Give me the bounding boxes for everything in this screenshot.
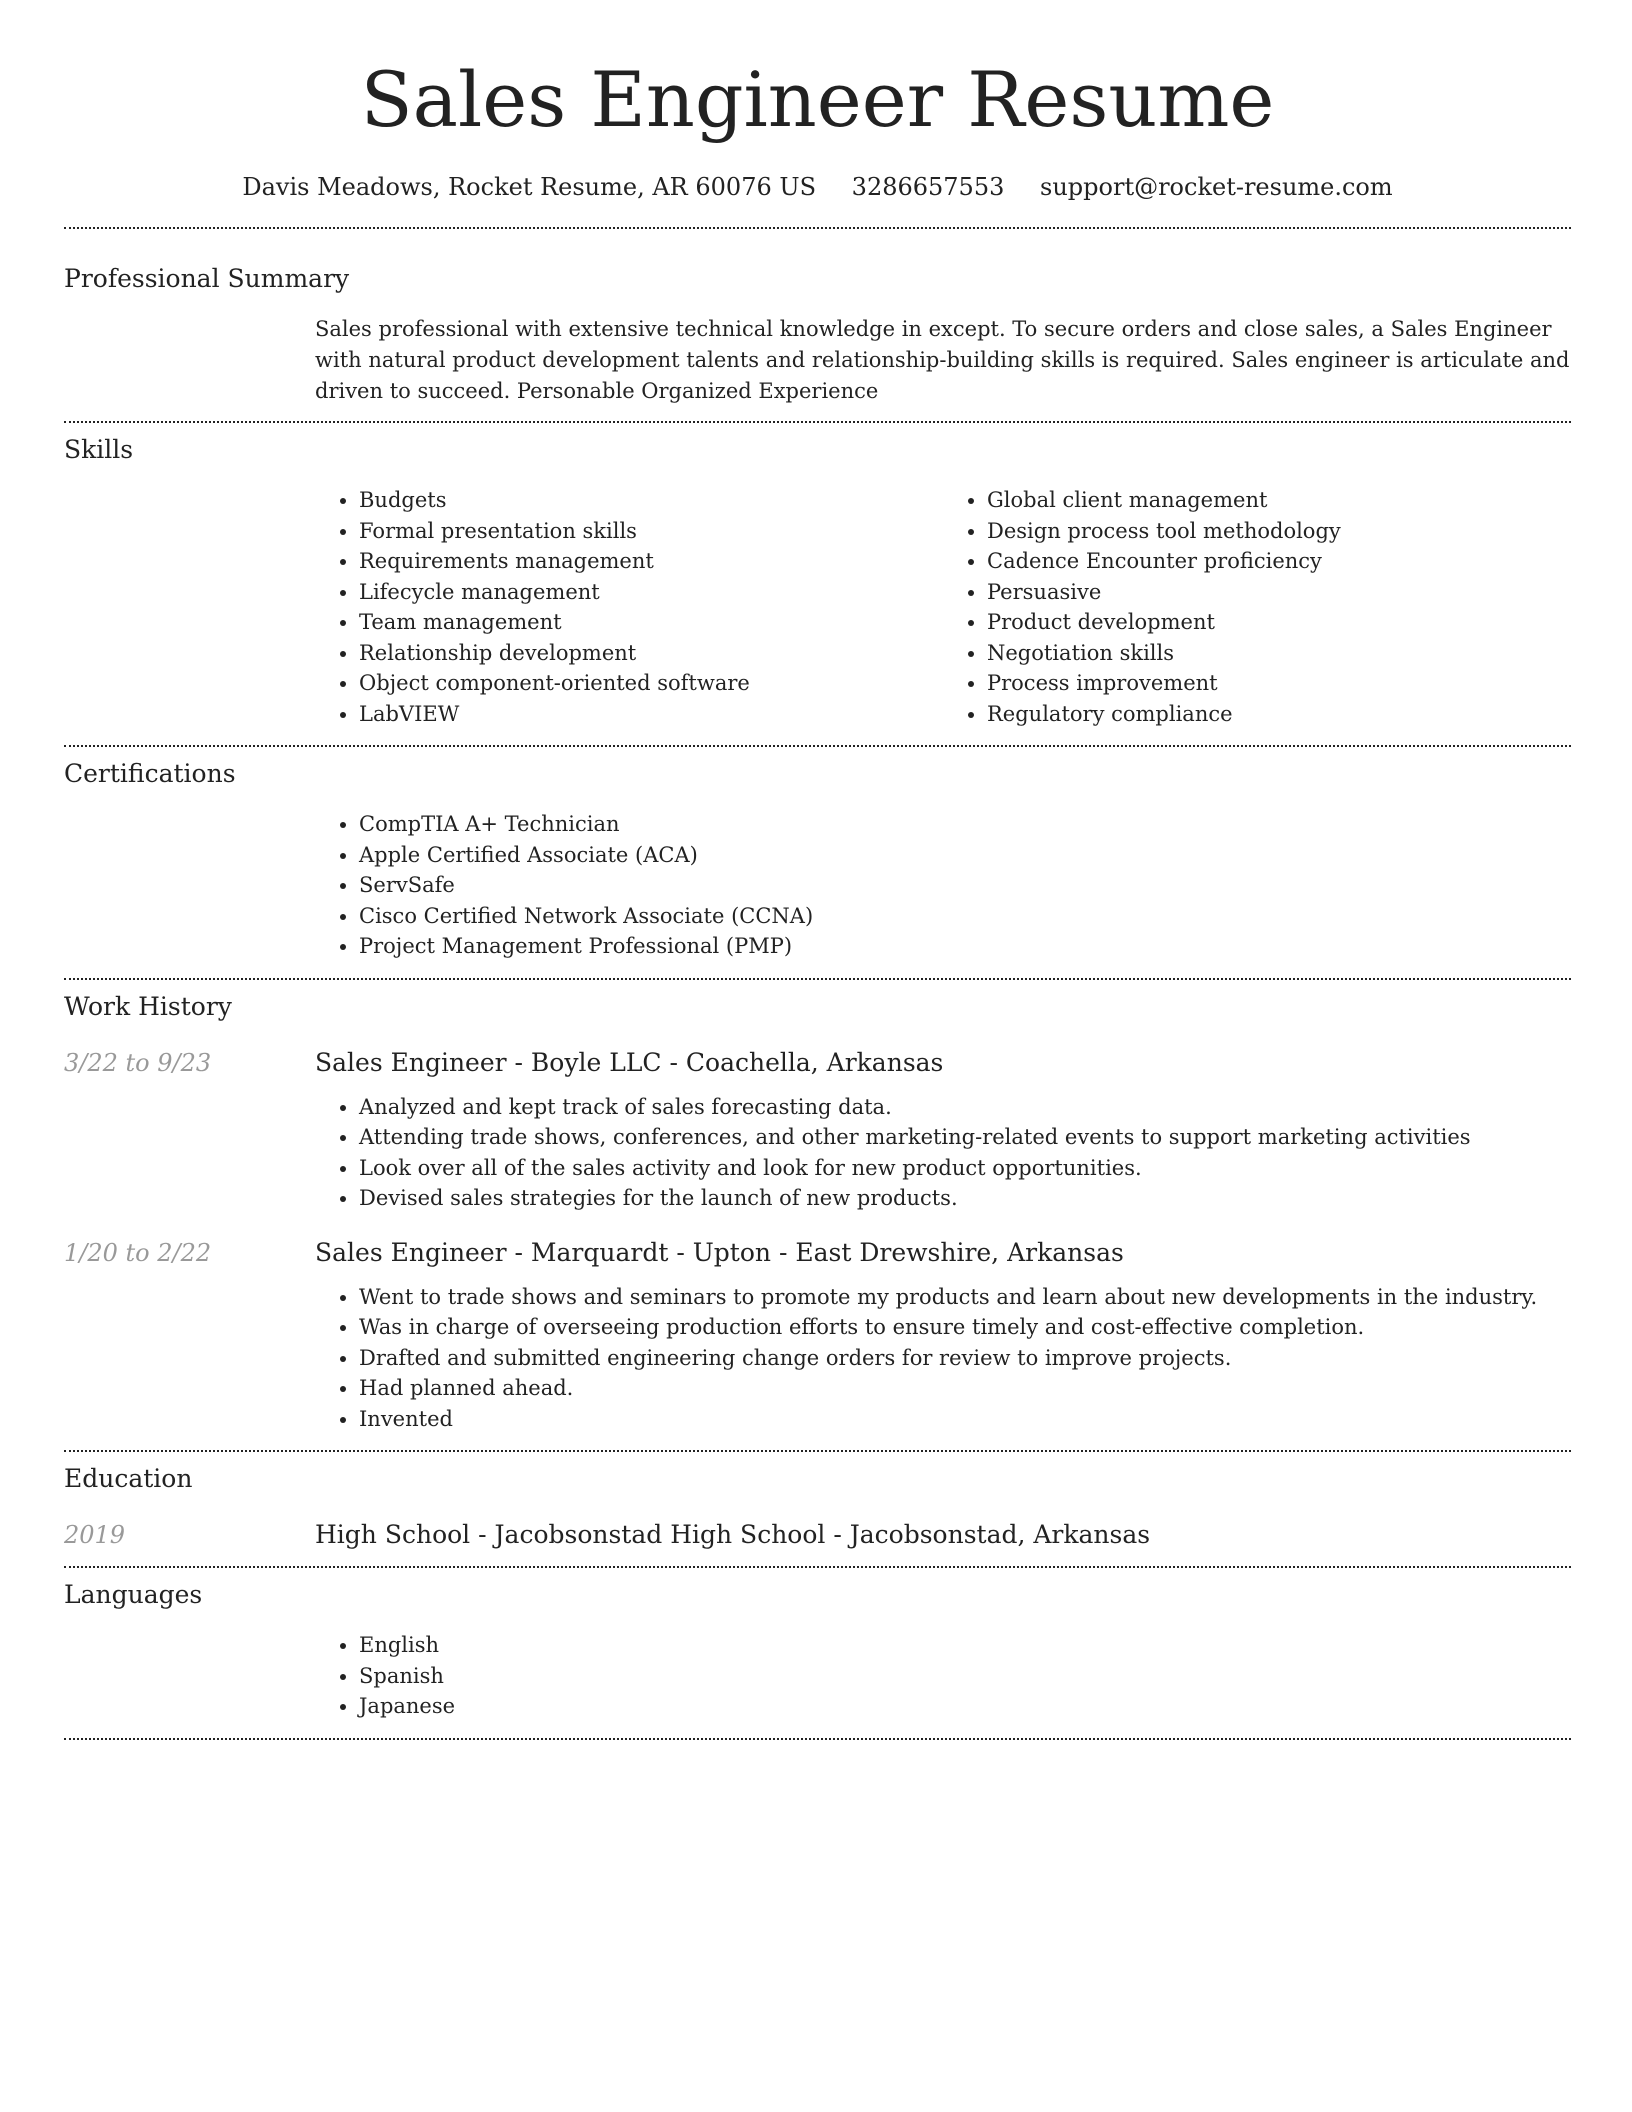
list-item: • Devised sales strategies for the launch of new products. xyxy=(359,1183,1571,1214)
summary-section xyxy=(64,229,1571,407)
summary-text: Sales professional with extensive technical knowledge in except. To secure orders and close sales, a Sales Engineer with natural product development talents and relationship-building skills is required. Sales engineer is articulate and driven to succeed. Personable Organized Experience xyxy=(315,317,1570,403)
contact-address: Davis Meadows, Rocket Resume, AR 60076 US xyxy=(242,173,817,201)
job-title: Sales Engineer - Marquardt - Upton - East Drewshire, Arkansas xyxy=(315,1237,1124,1267)
list-item: • Drafted and submitted engineering change orders for review to improve projects. xyxy=(359,1343,1571,1374)
section-heading: Professional Summary xyxy=(64,264,350,293)
list-item: • Persuasive xyxy=(987,577,1571,608)
list-item: • Formal presentation skills xyxy=(359,516,943,547)
list-item: • Analyzed and kept track of sales forecasting data. xyxy=(359,1092,1571,1123)
list-item: • ServSafe xyxy=(359,870,1571,901)
section-heading: Skills xyxy=(64,435,134,464)
education-title: High School - Jacobsonstad High School - Jacobsonstad, Arkansas xyxy=(315,1520,1151,1549)
skills-section xyxy=(64,423,1571,729)
list-item: • Global client management xyxy=(987,485,1571,516)
skills-columns xyxy=(315,485,1571,729)
education-year: 2019 xyxy=(64,1521,126,1549)
list-item: • Design process tool methodology xyxy=(987,516,1571,547)
list-item: • Team management xyxy=(359,607,943,638)
education-entry xyxy=(64,1518,1571,1552)
job-title: Sales Engineer - Boyle LLC - Coachella, Arkansas xyxy=(315,1047,944,1077)
list-item: • Budgets xyxy=(359,485,943,516)
list-item: • Negotiation skills xyxy=(987,638,1571,669)
resume-page xyxy=(64,0,1571,1740)
job-body xyxy=(315,1046,1571,1214)
list-item: • Regulatory compliance xyxy=(987,699,1571,730)
section-heading: Languages xyxy=(64,1580,203,1609)
contact-phone: 3286657553 xyxy=(851,173,1005,201)
languages-content xyxy=(315,1630,1571,1722)
languages-section xyxy=(64,1568,1571,1722)
divider xyxy=(64,1738,1571,1740)
job-bullets xyxy=(315,1282,1571,1435)
skills-list-left xyxy=(315,485,943,729)
list-item: • Japanese xyxy=(359,1691,1571,1722)
work-section xyxy=(64,980,1571,1451)
list-item: • English xyxy=(359,1630,1571,1661)
list-item: • LabVIEW xyxy=(359,699,943,730)
certifications-list xyxy=(315,809,1571,962)
list-item: • Was in charge of overseeing production efforts to ensure timely and cost-effective completion. xyxy=(359,1312,1571,1343)
list-item: • Apple Certified Associate (ACA) xyxy=(359,840,1571,871)
job-bullets xyxy=(315,1092,1571,1214)
list-item: • Cisco Certified Network Associate (CCNA) xyxy=(359,901,1571,932)
list-item: • Project Management Professional (PMP) xyxy=(359,931,1571,962)
list-item: • Relationship development xyxy=(359,638,943,669)
list-item: • Product development xyxy=(987,607,1571,638)
list-item: • Requirements management xyxy=(359,546,943,577)
list-item: • Invented xyxy=(359,1404,1571,1435)
list-item: • Had planned ahead. xyxy=(359,1373,1571,1404)
job-dates: 1/20 to 2/22 xyxy=(64,1238,212,1267)
section-heading: Work History xyxy=(64,991,232,1021)
list-item: • Attending trade shows, conferences, and other marketing-related events to support marketing activities xyxy=(359,1122,1571,1153)
skills-list-right xyxy=(943,485,1571,729)
list-item: • CompTIA A+ Technician xyxy=(359,809,1571,840)
list-item: • Cadence Encounter proficiency xyxy=(987,546,1571,577)
list-item: • Lifecycle management xyxy=(359,577,943,608)
list-item: • Look over all of the sales activity and look for new product opportunities. xyxy=(359,1153,1571,1184)
certifications-content xyxy=(315,809,1571,962)
job-entry xyxy=(64,1046,1571,1214)
job-dates: 3/22 to 9/23 xyxy=(64,1048,212,1077)
job-entry xyxy=(64,1236,1571,1451)
resume-header xyxy=(64,0,1571,204)
section-heading: Certifications xyxy=(64,759,236,788)
education-section xyxy=(64,1452,1571,1552)
list-item: • Spanish xyxy=(359,1661,1571,1692)
list-item: • Process improvement xyxy=(987,668,1571,699)
languages-list xyxy=(315,1630,1571,1722)
list-item: • Went to trade shows and seminars to promote my products and learn about new developments in the industry. xyxy=(359,1282,1571,1313)
job-body xyxy=(315,1236,1571,1451)
certifications-section xyxy=(64,747,1571,962)
contact-email: support@rocket-resume.com xyxy=(1040,173,1393,201)
section-heading: Education xyxy=(64,1464,193,1493)
contact-line xyxy=(64,170,1571,204)
list-item: • Object component-oriented software xyxy=(359,668,943,699)
resume-title: Sales Engineer Resume xyxy=(360,55,1275,144)
